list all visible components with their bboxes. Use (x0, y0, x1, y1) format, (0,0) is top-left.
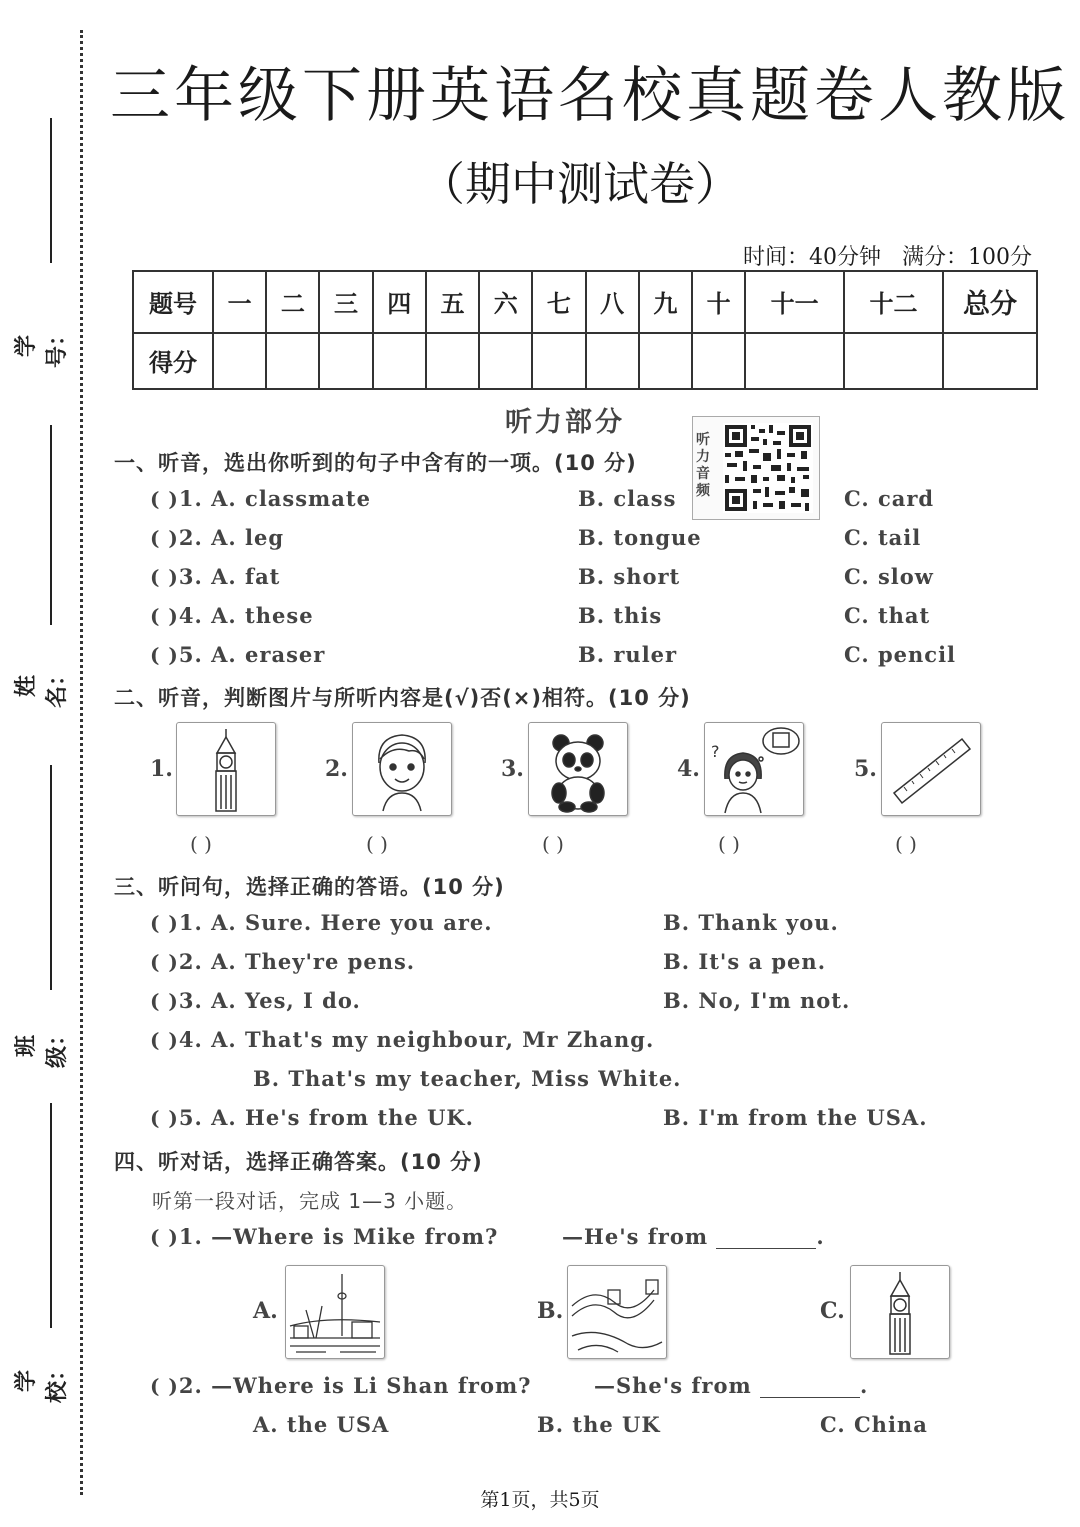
answer-blank[interactable]: ( ) (190, 832, 212, 856)
score-table-header-row (133, 271, 1037, 333)
option-a: 1. A. Sure. Here you are. (178, 910, 493, 935)
answer-blank[interactable]: ( ) (150, 1028, 179, 1052)
answer-blank[interactable]: ( ) (150, 604, 179, 628)
fill-blank[interactable] (716, 1228, 816, 1249)
option-a: 5. A. He's from the UK. (178, 1105, 474, 1130)
score-col-header: 十 (692, 271, 745, 333)
option-c: C. that (844, 603, 931, 628)
picture-number: 2. (325, 756, 348, 782)
score-col-header: 八 (586, 271, 639, 333)
answer-blank[interactable]: ( ) (366, 832, 388, 856)
section-4-title: 四、听对话，选择正确答案。(10 分) (114, 1150, 483, 1174)
option-b: B. this (578, 603, 663, 628)
picture-number: 5. (854, 756, 877, 782)
score-table-row-label: 题号 (133, 271, 213, 333)
boy-icon (353, 723, 451, 815)
answer-prompt (594, 1373, 868, 1398)
score-col-header: 十一 (745, 271, 844, 333)
option-a: 2. A. leg (178, 525, 285, 550)
answer-prompt (562, 1224, 825, 1249)
answer-blank[interactable]: ( ) (542, 832, 564, 856)
option-c: C. slow (844, 564, 934, 589)
picture-3 (528, 722, 628, 816)
list-item (150, 1105, 474, 1130)
option-b: B. It's a pen. (663, 949, 826, 974)
list-item (150, 486, 371, 511)
score-table-score-row (133, 333, 1037, 389)
section-3-title: 三、听问句，选择正确的答语。(10 分) (114, 875, 505, 899)
option-a: A. the USA (253, 1412, 390, 1437)
list-item (150, 949, 415, 974)
score-cell[interactable] (844, 333, 943, 389)
option-a-picture[interactable] (285, 1265, 385, 1359)
exam-info (729, 240, 1032, 271)
binding-line (80, 30, 83, 1495)
score-col-header: 一 (213, 271, 266, 333)
score-table-row-label: 得分 (133, 333, 213, 389)
score-cell[interactable] (266, 333, 319, 389)
answer-blank[interactable]: ( ) (718, 832, 740, 856)
answer-text: —He's from (562, 1224, 709, 1249)
score-col-header-total: 总分 (943, 271, 1037, 333)
score-cell[interactable] (692, 333, 745, 389)
score-col-header: 九 (639, 271, 692, 333)
score-col-header: 七 (532, 271, 585, 333)
answer-blank[interactable]: ( ) (150, 1374, 179, 1398)
score-col-header: 二 (266, 271, 319, 333)
option-b: B. ruler (578, 642, 678, 667)
picture-number: 1. (150, 756, 173, 782)
name-label: 姓名： (14, 664, 70, 709)
option-b: B. Thank you. (663, 910, 839, 935)
period: . (860, 1373, 869, 1398)
option-a: 5. A. eraser (178, 642, 326, 667)
page-subtitle: （期中测试卷） (419, 157, 741, 211)
option-b: B. I'm from the USA. (663, 1105, 928, 1130)
option-b: B. the UK (537, 1412, 661, 1437)
answer-blank[interactable]: ( ) (150, 643, 179, 667)
question-1 (150, 1224, 498, 1249)
option-c-picture[interactable] (850, 1265, 950, 1359)
answer-blank[interactable]: ( ) (150, 911, 179, 935)
list-item (150, 1027, 654, 1052)
score-col-header: 三 (319, 271, 372, 333)
answer-blank[interactable]: ( ) (150, 565, 179, 589)
score-cell[interactable] (586, 333, 639, 389)
fill-blank[interactable] (760, 1377, 860, 1398)
school-line (50, 1103, 52, 1328)
answer-blank[interactable]: ( ) (895, 832, 917, 856)
option-a: 4. A. these (178, 603, 314, 628)
answer-text: —She's from (594, 1373, 752, 1398)
picture-number: 3. (501, 756, 524, 782)
score-cell[interactable] (532, 333, 585, 389)
option-b: B. That's my teacher, Miss White. (253, 1066, 682, 1091)
city-skyline-icon (286, 1266, 384, 1358)
option-c: C. card (844, 486, 935, 511)
picture-2 (352, 722, 452, 816)
period: . (816, 1224, 825, 1249)
picture-4 (704, 722, 804, 816)
class-line (50, 765, 52, 990)
list-item (150, 910, 493, 935)
list-item (150, 525, 284, 550)
answer-blank[interactable]: ( ) (150, 526, 179, 550)
list-item (150, 564, 280, 589)
option-b-label: B. (537, 1298, 564, 1324)
score-cell[interactable] (639, 333, 692, 389)
answer-blank[interactable]: ( ) (150, 1225, 179, 1249)
girl-thinking-icon (705, 723, 803, 815)
answer-blank[interactable]: ( ) (150, 487, 179, 511)
great-wall-icon (568, 1266, 666, 1358)
section-4-intro: 听第一段对话，完成 1—3 小题。 (152, 1189, 468, 1213)
score-cell[interactable] (479, 333, 532, 389)
answer-blank[interactable]: ( ) (150, 950, 179, 974)
option-c: C. China (820, 1412, 928, 1437)
score-col-header: 五 (426, 271, 479, 333)
answer-blank[interactable]: ( ) (150, 1106, 179, 1130)
score-col-header: 十二 (844, 271, 943, 333)
question-text: 1. —Where is Mike from? (178, 1224, 499, 1249)
score-cell[interactable] (426, 333, 479, 389)
qr-label: 听力音频 (696, 432, 710, 499)
score-col-header: 四 (373, 271, 426, 333)
option-a-label: A. (253, 1298, 278, 1324)
page-footer: 第1页，共5页 (480, 1489, 600, 1511)
score-cell[interactable] (745, 333, 844, 389)
option-a: 2. A. They're pens. (178, 949, 416, 974)
big-ben-icon (177, 723, 275, 815)
option-a: 1. A. classmate (178, 486, 371, 511)
picture-number: 4. (677, 756, 700, 782)
score-cell[interactable] (943, 333, 1037, 389)
option-b: B. tongue (578, 525, 702, 550)
picture-1 (176, 722, 276, 816)
option-b: B. short (578, 564, 681, 589)
answer-blank[interactable]: ( ) (150, 989, 179, 1013)
big-ben-icon (851, 1266, 949, 1358)
picture-5 (881, 722, 981, 816)
page-title: 三年级下册英语名校真题卷人教版 (110, 61, 1070, 131)
option-c-label: C. (820, 1298, 845, 1324)
option-b-picture[interactable] (567, 1265, 667, 1359)
student-no-label: 学号： (14, 324, 70, 369)
exam-full-score: 满分：100分 (902, 245, 1032, 270)
list-item (150, 642, 325, 667)
list-item (150, 988, 361, 1013)
option-a: 4. A. That's my neighbour, Mr Zhang. (178, 1027, 655, 1052)
exam-time: 时间：40分钟 (743, 245, 881, 270)
svg-text:?: ? (711, 742, 720, 761)
section-2-title: 二、听音，判断图片与所听内容是(√)否(×)相符。(10 分) (114, 686, 691, 710)
question-text: 2. —Where is Li Shan from? (178, 1373, 532, 1398)
class-label: 班级： (14, 1024, 70, 1069)
option-b: B. No, I'm not. (663, 988, 851, 1013)
option-a: 3. A. fat (178, 564, 281, 589)
ruler-icon (882, 723, 980, 815)
school-label: 学校： (14, 1359, 70, 1404)
panda-icon (529, 723, 627, 815)
option-b: B. class (578, 486, 677, 511)
score-col-header: 六 (479, 271, 532, 333)
option-c: C. pencil (844, 642, 957, 667)
name-line (50, 425, 52, 625)
option-a: 3. A. Yes, I do. (178, 988, 361, 1013)
listening-section-head: 听力部分 (505, 407, 625, 438)
section-1-title: 一、听音，选出你听到的句子中含有的一项。(10 分) (114, 451, 637, 475)
score-cell[interactable] (373, 333, 426, 389)
score-cell[interactable] (213, 333, 266, 389)
question-2 (150, 1373, 532, 1398)
option-c: C. tail (844, 525, 922, 550)
list-item (150, 603, 314, 628)
score-cell[interactable] (319, 333, 372, 389)
score-table (132, 270, 1038, 390)
